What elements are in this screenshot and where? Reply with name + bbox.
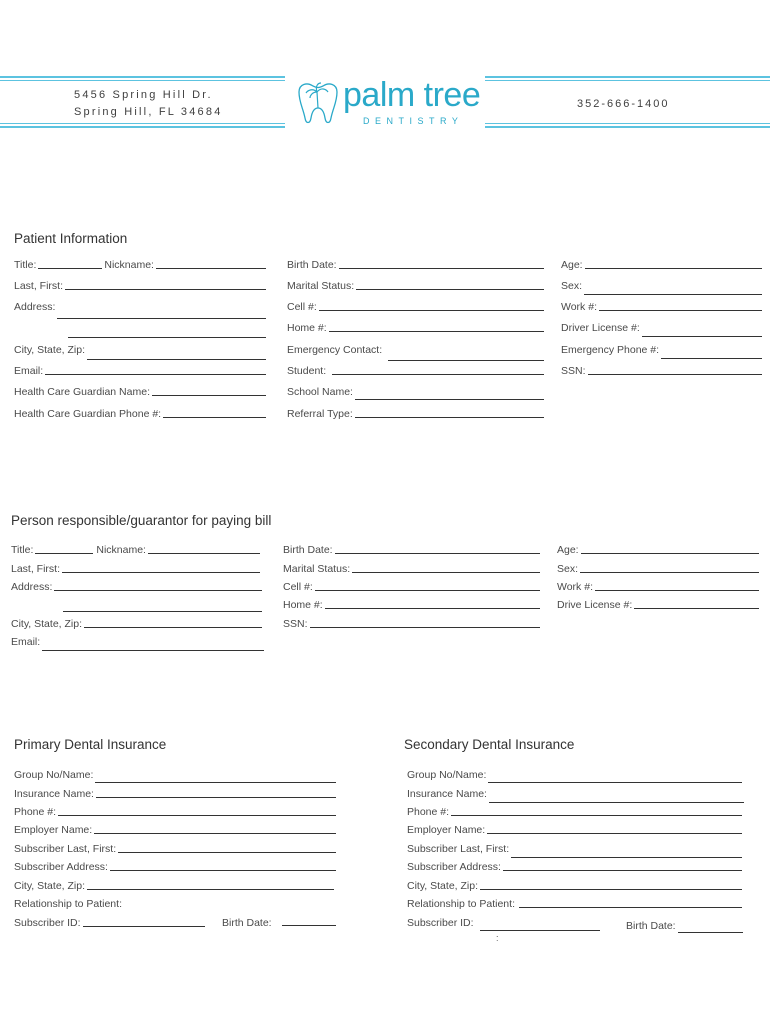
patient-home-field[interactable]	[287, 320, 544, 334]
logo-wordmark: palm tree	[343, 76, 481, 114]
patient-city-field[interactable]	[14, 342, 266, 356]
field-line[interactable]	[339, 268, 544, 269]
field-line[interactable]	[581, 553, 759, 554]
field-line[interactable]	[480, 889, 742, 890]
field-line[interactable]	[65, 289, 266, 290]
field-line[interactable]	[451, 815, 742, 816]
field-line[interactable]	[584, 294, 762, 295]
patient-school-field[interactable]	[287, 384, 544, 398]
patient-age-field[interactable]	[561, 257, 762, 271]
field-label: Nickname:	[96, 544, 146, 556]
field-line[interactable]	[96, 797, 336, 798]
field-line[interactable]	[332, 374, 544, 375]
guarantor-home-field[interactable]	[283, 597, 540, 611]
primary-subscriber-id-field[interactable]	[14, 915, 205, 929]
logo-subtitle: DENTISTRY	[363, 116, 464, 126]
field-label: Employer Name:	[14, 824, 93, 836]
field-line[interactable]	[642, 336, 762, 337]
field-line[interactable]	[356, 289, 544, 290]
guarantor-license-field[interactable]	[557, 597, 759, 611]
field-label: Insurance Name:	[407, 788, 487, 800]
field-label: Birth Date:	[626, 920, 676, 932]
patient-emergency-contact-field[interactable]	[287, 342, 544, 356]
secondary-city-field[interactable]	[407, 878, 742, 892]
primary-phone-field[interactable]	[14, 804, 336, 818]
primary-city-field[interactable]	[14, 878, 334, 892]
field-line[interactable]	[588, 374, 762, 375]
field-label: Insurance Name:	[14, 788, 94, 800]
field-line[interactable]	[57, 318, 266, 319]
field-line[interactable]	[634, 608, 759, 609]
field-line[interactable]	[45, 374, 266, 375]
patient-guardian-name-field[interactable]	[14, 384, 266, 398]
stray-colon-mark: :	[496, 933, 499, 943]
field-label: School Name:	[287, 386, 353, 398]
guarantor-marital-field[interactable]	[283, 561, 540, 575]
field-line[interactable]	[58, 815, 336, 816]
field-label: Group No/Name:	[407, 769, 487, 781]
guarantor-name-field[interactable]	[11, 561, 260, 575]
field-label: Marital Status:	[283, 563, 351, 575]
guarantor-city-field[interactable]	[11, 616, 262, 630]
field-label: Phone #:	[14, 806, 57, 818]
patient-title-field[interactable]	[14, 257, 266, 271]
secondary-birthdate-field[interactable]	[626, 918, 743, 932]
patient-marital-field[interactable]	[287, 278, 544, 292]
field-label: Nickname:	[104, 259, 154, 271]
patient-name-field[interactable]	[14, 278, 266, 292]
field-line[interactable]	[110, 870, 336, 871]
field-label: SSN:	[283, 618, 308, 630]
field-label: Emergency Phone #:	[561, 344, 660, 356]
field-label: Address:	[14, 301, 56, 313]
field-label: Age:	[557, 544, 579, 556]
primary-subscriber-address-field[interactable]	[14, 859, 336, 873]
field-label: City, State, Zip:	[407, 880, 478, 892]
secondary-employer-field[interactable]	[407, 822, 742, 836]
field-label: Address:	[11, 581, 53, 593]
field-label: Health Care Guardian Name:	[14, 386, 150, 398]
field-label: Birth Date:	[287, 259, 337, 271]
nickname-input-line[interactable]	[156, 268, 266, 269]
field-line[interactable]	[355, 399, 544, 400]
guarantor-title-field[interactable]	[11, 542, 260, 556]
patient-referral-field[interactable]	[287, 406, 544, 420]
field-label: Email:	[14, 365, 44, 377]
field-line[interactable]	[678, 932, 743, 933]
field-line[interactable]	[388, 360, 544, 361]
field-label: City, State, Zip:	[14, 344, 85, 356]
secondary-subscriber-address-field[interactable]	[407, 859, 742, 873]
field-line[interactable]	[163, 417, 266, 418]
field-line[interactable]	[335, 553, 540, 554]
primary-birthdate-field[interactable]	[222, 915, 336, 929]
title-input-line[interactable]	[35, 553, 93, 554]
field-label: Sex:	[561, 280, 583, 292]
field-line[interactable]	[95, 782, 336, 783]
field-line[interactable]	[118, 852, 336, 853]
field-label: Student:	[287, 365, 327, 377]
field-label: Subscriber ID:	[407, 917, 474, 929]
patient-license-field[interactable]	[561, 320, 762, 334]
field-line[interactable]	[580, 572, 759, 573]
field-line[interactable]	[315, 590, 540, 591]
field-line[interactable]	[42, 650, 264, 651]
primary-subscriber-name-field[interactable]	[14, 841, 336, 855]
field-label: Work #:	[561, 301, 597, 313]
field-label: Phone #:	[407, 806, 450, 818]
field-line[interactable]	[487, 833, 742, 834]
field-line[interactable]	[310, 627, 540, 628]
field-line[interactable]	[519, 907, 742, 908]
field-label: Driver License #:	[561, 322, 640, 334]
patient-ssn-field[interactable]	[561, 363, 762, 377]
field-line[interactable]	[325, 608, 540, 609]
field-line[interactable]	[282, 925, 336, 926]
practice-phone: 352-666-1400	[577, 98, 670, 110]
field-label: Cell #:	[283, 581, 313, 593]
primary-insurance-title: Primary Dental Insurance	[14, 737, 167, 752]
field-line[interactable]	[661, 358, 762, 359]
field-label: Last, First:	[11, 563, 61, 575]
field-label: Subscriber Last, First:	[14, 843, 117, 855]
patient-sex-field[interactable]	[561, 278, 762, 292]
field-label: Emergency Contact:	[287, 344, 383, 356]
field-label: Employer Name:	[407, 824, 486, 836]
patient-section-title: Patient Information	[14, 231, 128, 246]
primary-group-field[interactable]	[14, 767, 336, 781]
field-line[interactable]	[54, 590, 262, 591]
patient-address-field[interactable]	[14, 299, 266, 313]
field-label: Title:	[14, 259, 37, 271]
field-line[interactable]	[585, 268, 762, 269]
field-line[interactable]	[62, 572, 260, 573]
secondary-insurance-name-field[interactable]	[407, 786, 744, 800]
field-line[interactable]	[489, 802, 744, 803]
guarantor-address-field[interactable]	[11, 579, 262, 593]
field-line[interactable]	[94, 833, 336, 834]
field-line[interactable]	[83, 926, 205, 927]
title-input-line[interactable]	[38, 268, 102, 269]
field-label: Relationship to Patient:	[14, 898, 122, 910]
field-line[interactable]	[84, 627, 262, 628]
guarantor-cell-field[interactable]	[283, 579, 540, 593]
guarantor-address-line2[interactable]	[63, 611, 262, 612]
field-label: Referral Type:	[287, 408, 353, 420]
patient-guardian-phone-field[interactable]	[14, 406, 266, 420]
field-label: Health Care Guardian Phone #:	[14, 408, 162, 420]
secondary-phone-field[interactable]	[407, 804, 742, 818]
primary-insurance-name-field[interactable]	[14, 786, 336, 800]
patient-address-line2[interactable]	[68, 337, 266, 338]
secondary-subscriber-name-field[interactable]	[407, 841, 742, 855]
field-line[interactable]	[352, 572, 540, 573]
nickname-input-line[interactable]	[148, 553, 260, 554]
field-label: Birth Date:	[283, 544, 333, 556]
patient-student-field[interactable]	[287, 363, 544, 377]
field-line[interactable]	[152, 395, 266, 396]
field-line[interactable]	[329, 331, 544, 332]
practice-address	[74, 87, 223, 121]
field-line[interactable]	[503, 870, 742, 871]
field-label: Subscriber ID:	[14, 917, 81, 929]
guarantor-email-field[interactable]	[11, 634, 264, 648]
field-label: Home #:	[283, 599, 323, 611]
field-label: Subscriber Address:	[407, 861, 501, 873]
patient-work-field[interactable]	[561, 299, 762, 313]
field-line[interactable]	[87, 359, 266, 360]
secondary-group-field[interactable]	[407, 767, 742, 781]
guarantor-ssn-field[interactable]	[283, 616, 540, 630]
field-line[interactable]	[319, 310, 544, 311]
secondary-relationship-field[interactable]	[407, 896, 742, 910]
primary-relationship-field[interactable]	[14, 896, 336, 910]
field-label: SSN:	[561, 365, 586, 377]
field-label: Group No/Name:	[14, 769, 94, 781]
address-line2: Spring Hill, FL 34684	[74, 106, 223, 118]
primary-employer-field[interactable]	[14, 822, 336, 836]
field-line[interactable]	[355, 417, 544, 418]
field-label: Subscriber Address:	[14, 861, 108, 873]
field-label: Work #:	[557, 581, 593, 593]
field-label: Last, First:	[14, 280, 64, 292]
field-label: Birth Date:	[222, 917, 272, 929]
practice-logo	[293, 74, 483, 130]
field-label: Title:	[11, 544, 34, 556]
palm-tooth-icon	[293, 78, 341, 128]
field-label: Age:	[561, 259, 583, 271]
field-line[interactable]	[488, 782, 742, 783]
guarantor-work-field[interactable]	[557, 579, 759, 593]
patient-emergency-phone-field[interactable]	[561, 342, 762, 356]
field-label: Relationship to Patient:	[407, 898, 515, 910]
field-line[interactable]	[87, 889, 334, 890]
secondary-insurance-title: Secondary Dental Insurance	[404, 737, 575, 752]
patient-birthdate-field[interactable]	[287, 257, 544, 271]
guarantor-sex-field[interactable]	[557, 561, 759, 575]
field-line[interactable]	[595, 590, 759, 591]
field-label: Subscriber Last, First:	[407, 843, 510, 855]
field-line[interactable]	[599, 310, 762, 311]
guarantor-age-field[interactable]	[557, 542, 759, 556]
field-line[interactable]	[480, 930, 600, 931]
field-label: City, State, Zip:	[11, 618, 82, 630]
patient-email-field[interactable]	[14, 363, 266, 377]
field-label: Marital Status:	[287, 280, 355, 292]
field-line[interactable]	[511, 857, 742, 858]
field-label: Email:	[11, 636, 41, 648]
field-label: Cell #:	[287, 301, 317, 313]
field-label: Sex:	[557, 563, 579, 575]
secondary-subscriber-id-field[interactable]	[407, 915, 600, 929]
field-label: Drive License #:	[557, 599, 633, 611]
patient-cell-field[interactable]	[287, 299, 544, 313]
guarantor-birthdate-field[interactable]	[283, 542, 540, 556]
address-line1: 5456 Spring Hill Dr.	[74, 89, 213, 101]
field-label: Home #:	[287, 322, 327, 334]
field-label: City, State, Zip:	[14, 880, 85, 892]
guarantor-section-title: Person responsible/guarantor for paying bill	[11, 513, 272, 528]
